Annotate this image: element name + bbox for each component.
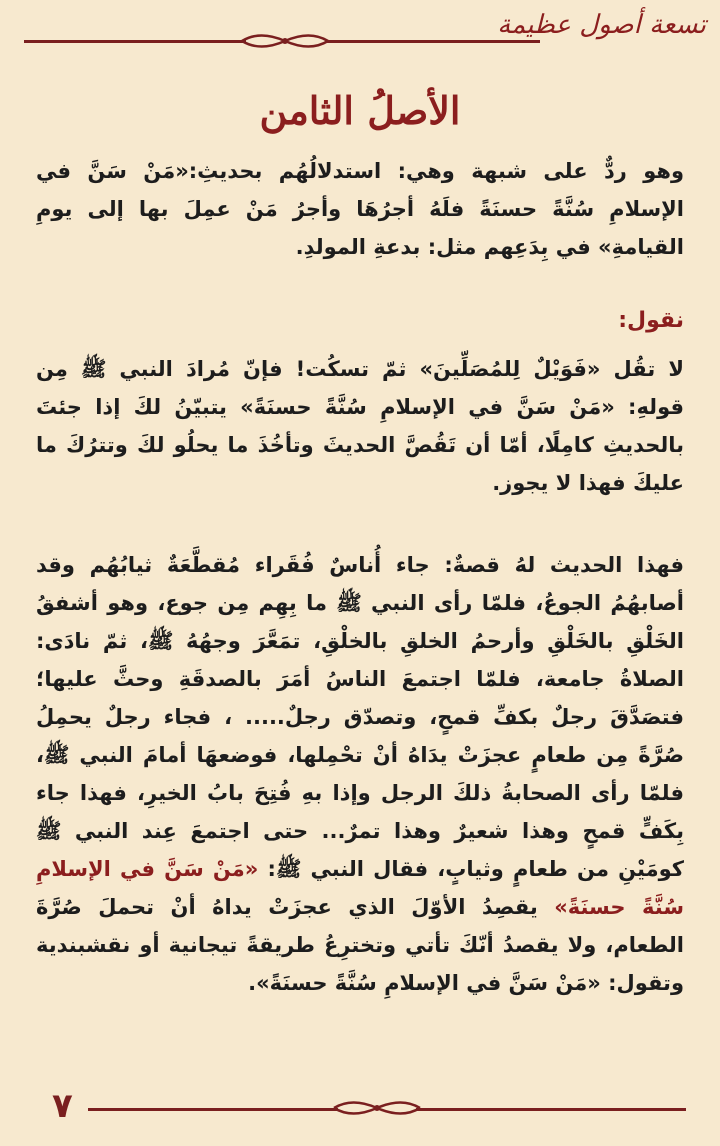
footer-rule-right bbox=[416, 1108, 686, 1111]
hadith-quote: «مَنْ سَنَّ في الإسلامِ سُنَّةً حسنَةً» bbox=[36, 857, 684, 919]
story-paragraph bbox=[36, 546, 684, 1002]
page-number: ٧ bbox=[52, 1086, 73, 1126]
footer-rule-left bbox=[88, 1108, 338, 1111]
header-flourish-icon bbox=[240, 28, 330, 54]
header-rule-right bbox=[326, 40, 540, 43]
footer-flourish-icon bbox=[332, 1095, 422, 1121]
intro-paragraph: وهو ردٌّ على شبهة وهي: استدلالُهُم بحديثِ:«مَنْ سَنَّ في الإسلامِ سُنَّةً حسنَةً فلَهُ أجرُهَا وأجرُ مَنْ عمِلَ بها إلى يومِ القيامةِ» في بِدَعِهم مثل: بدعةِ المولدِ. bbox=[36, 159, 684, 259]
story-text-part1: فهذا الحديث لهُ قصةٌ: جاء أُناسٌ فُقَراء مُقطَّعَةٌ ثيابُهُم وقد أصابهُمُ الجوعُ، فلمّا رأى النبي ﷺ ما بِهِم مِن جوع، وهو أشفقُ الخَلْقِ بالخَلْقِ وأرحمُ الخلقِ بالخلْقِ، تمَعَّرَ وجهُهُ ﷺ، ثمّ نادَى: الصلاةُ جامعة، فلمّا اجتمعَ الناسُ أمَرَ بالصدقَةِ وحثَّ عليها؛ فتصَدَّقَ رجلٌ بكفِّ قمحٍ، وتصدّق رجلٌ..... ، فجاء رجلٌ يحمِلُ صُرَّةً مِن طعامٍ عجزَتْ يدَاهُ أنْ تحْمِلها، فوضعهَا أمامَ النبي ﷺ، فلمّا رأى الصحابةُ ذلكَ الرجل وإذا بهِ فُتِحَ بابُ الخيرِ، فهذا جاء بِكَفٍّ قمحٍ وهذا شعيرٌ وهذا تمرٌ... حتى اجتمعَ عِند النبي ﷺ كومَيْنِ من طعامٍ وثيابٍ، فقال النبي ﷺ: bbox=[36, 553, 684, 881]
argument-paragraph: لا تقُل «فَوَيْلٌ لِلمُصَلِّينَ» ثمّ تسكُت! فإنّ مُرادَ النبي ﷺ مِن قولهِ: «مَنْ سَنَّ في الإسلامِ سُنَّةً حسنَةً» يتبيّنُ لكَ إذا جئتَ بالحديثِ كامِلًا، أمّا أن تَقُصَّ الحديثَ وتأخُذَ ما يحلُو لكَ وتترُكَ ما عليكَ فهذا لا يجوز. bbox=[36, 357, 684, 495]
section-heading: نقول: bbox=[618, 308, 684, 333]
story-text-part2: يقصِدُ الأوّلَ الذي عجزَتْ يداهُ أنْ تحملَ صُرَّةَ الطعام، ولا يقصدُ أنّكَ تأتي وتخترِعُ طريقةً تيجانية أو نقشبندية وتقول: «مَنْ سَنَّ في الإسلامِ سُنَّةً حسنَةً». bbox=[36, 895, 684, 995]
chapter-title: الأصلُ الثامن bbox=[259, 88, 461, 133]
header-rule-left bbox=[24, 40, 246, 43]
book-title: تسعة أصول عظيمة bbox=[497, 10, 706, 40]
header-ornament bbox=[0, 0, 720, 78]
